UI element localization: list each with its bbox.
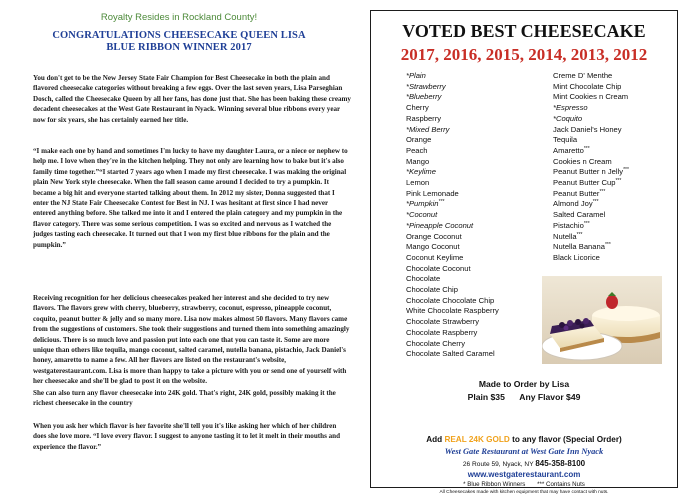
flavor-item (553, 125, 629, 136)
contains-nuts-mark: *** (599, 188, 606, 195)
flavor-item (553, 114, 629, 125)
flavor-item (553, 232, 629, 243)
price-plain: Plain $35 (467, 392, 505, 402)
flavor-name: Amaretto (553, 145, 584, 155)
flavor-name: Tequila (553, 135, 578, 145)
flyer-title: VOTED BEST CHEESECAKE (402, 21, 646, 41)
flavor-name: *Pumpkin (406, 199, 439, 209)
flavor-name: Chocolate Salted Caramel (406, 349, 495, 359)
flavor-item (406, 210, 499, 221)
flavor-name: Almond Joy (553, 199, 593, 209)
flavor-name: Chocolate Strawberry (406, 317, 480, 327)
article-heading-line2: BLUE RIBBON WINNER 2017 (106, 42, 252, 53)
flavor-item (553, 135, 629, 146)
flavor-item (553, 253, 629, 264)
flavor-name: Orange Coconut (406, 231, 462, 241)
legend-blue-ribbon: * Blue Ribbon Winners (463, 481, 526, 488)
restaurant-name: West Gate Restaurant at West Gate Inn Nyack (444, 447, 604, 456)
flavor-name: Raspberry (406, 113, 442, 123)
flavor-item (406, 71, 499, 82)
phone-number: 845-358-8100 (535, 459, 586, 468)
cheesecake-photo (542, 276, 662, 364)
flavor-name: Peanut Butter n Jelly (553, 167, 624, 177)
flavor-name: Chocolate Chip (406, 285, 458, 295)
flavor-item (406, 189, 499, 200)
flavor-list-left (406, 71, 499, 360)
contains-nuts-mark: *** (592, 199, 599, 206)
flavor-item (406, 285, 499, 296)
flavor-name: Nutella Banana (553, 242, 605, 252)
contains-nuts-mark: *** (576, 231, 583, 238)
flavor-item (406, 306, 499, 317)
flavor-item (406, 328, 499, 339)
flavor-item (406, 221, 499, 232)
flavor-item (553, 221, 629, 232)
flavor-name: Cherry (406, 103, 429, 113)
flavor-item (406, 157, 499, 168)
flavor-item (406, 242, 499, 253)
menu-flyer-panel (370, 10, 678, 495)
flavor-name: Black Licorice (553, 252, 600, 262)
flavor-item (406, 264, 499, 275)
flavor-item (553, 103, 629, 114)
flavor-name: Chocolate Coconut (406, 263, 471, 273)
contains-nuts-mark: *** (615, 178, 622, 185)
flavor-item (406, 82, 499, 93)
website-link[interactable]: www.westgaterestaurant.com (467, 470, 581, 479)
flavor-item (406, 349, 499, 360)
tagline: Royalty Resides in Rockland County! (100, 12, 258, 23)
flavor-item (553, 82, 629, 93)
flavor-name: Lemon (406, 178, 430, 188)
flavor-item (553, 92, 629, 103)
flavor-item (406, 178, 499, 189)
flavor-item (553, 210, 629, 221)
award-years: 2017, 2016, 2015, 2014, 2013, 2012 (400, 45, 648, 64)
flavor-item (406, 253, 499, 264)
flavor-name: *Blueberry (406, 92, 442, 102)
flavor-item (406, 317, 499, 328)
flavor-name: Jack Daniel's Honey (553, 124, 622, 134)
flavor-name: Mango Coconut (406, 242, 460, 252)
flavor-name: Mango (406, 156, 430, 166)
contains-nuts-mark: *** (623, 167, 629, 174)
flavor-name: Peach (406, 145, 428, 155)
flavor-item (553, 199, 629, 210)
flavor-item (553, 189, 629, 200)
flavor-item (406, 199, 499, 210)
legend (371, 481, 677, 488)
gold-offer-pre: Add (426, 435, 445, 444)
gold-offer (371, 435, 677, 444)
article-paragraph: You don't get to be the New Jersey State Fair Champion for Best Cheesecake in both the plain and flavored cheesecake categories without breaking a few eggs. Over the last seven years, Lisa Parseghian Dosch, called the Cheesecake Queen by all her fans, has done just that. She has been baking these creamy decadent cheesecakes at the West Gate Restaurant in Nyack. Winning several blue ribbons every year now for six years, she has certainly earned her title. (33, 74, 351, 124)
flavor-name: Peanut Butter Cup (553, 178, 616, 188)
flavor-name: Mint Cookies n Cream (553, 92, 629, 102)
flavor-item (406, 146, 499, 157)
flavor-name: *Keylime (406, 167, 436, 177)
flavor-name: Chocolate (406, 274, 441, 284)
article-paragraph: Receiving recognition for her delicious cheesecakes peaked her interest and she decided to try new flavors. The flavors grew with cherry, blueberry, strawberry, coconut, espresso, pineapple coconut, coquito, peanut butter & jelly and so many more. Lisa now makes almost 50 flavors. Many flavors came from the suggestions of customers. She took their suggestions and turned them into something amazingly delicious. There is so much love and passion put into each one that you can taste it. Some are more unique than others like tequila, mango coconut, salted caramel, nutella banana, pistachio, Jack Daniel's honey, amaretto to name a few. All her flavors are listed on the restaurant's website, westgaterestaurant.com. Lisa is more than happy to take a picture with you or send one of yourself with her cheesecake and she'll be glad to post it on the website. (33, 294, 350, 386)
flavor-name: Creme D' Menthe (553, 71, 613, 80)
flavor-name: Pistachio (553, 220, 584, 230)
flavor-item (553, 71, 629, 82)
flavor-name: *Pineapple Coconut (406, 220, 474, 230)
price-line (371, 392, 677, 402)
flavor-name: Orange (406, 135, 432, 145)
flavor-item (406, 114, 499, 125)
flavor-name: Cookies n Cream (553, 156, 612, 166)
flavor-item (406, 274, 499, 285)
nut-disclaimer: All Cheesecakes made with kitchen equipment that may have contact with nuts. (439, 490, 609, 495)
flavor-name: Peanut Butter (553, 188, 600, 198)
flavor-item (406, 167, 499, 178)
flavor-item (406, 339, 499, 350)
flavor-name: Mint Chocolate Chip (553, 81, 622, 91)
flavor-item (553, 146, 629, 157)
flavor-item (406, 232, 499, 243)
address-line (371, 459, 677, 468)
flavor-list-right (553, 71, 629, 264)
flavor-item (553, 167, 629, 178)
flavor-name: Coconut Keylime (406, 252, 464, 262)
legend-contains-nuts: *** Contains Nuts (537, 481, 585, 488)
flavor-name: *Coquito (553, 113, 583, 123)
contains-nuts-mark: *** (583, 220, 590, 227)
article-heading-line1: CONGRATULATIONS CHEESECAKE QUEEN LISA (52, 30, 306, 41)
flavor-name: Chocolate Chocolate Chip (406, 295, 495, 305)
flavor-item (406, 296, 499, 307)
contains-nuts-mark: *** (604, 242, 611, 249)
flavor-item (406, 103, 499, 114)
flavor-name: Salted Caramel (553, 210, 606, 220)
flavor-name: *Plain (406, 71, 426, 80)
flavor-item (406, 135, 499, 146)
flavor-item (553, 242, 629, 253)
flavor-name: Nutella (553, 231, 577, 241)
flavor-item (406, 92, 499, 103)
flavor-item (406, 125, 499, 136)
flavor-name: *Mixed Berry (406, 124, 450, 134)
flavor-name: Chocolate Raspberry (406, 327, 478, 337)
street-address: 26 Route 59, Nyack, NY (462, 461, 536, 468)
flavor-name: *Strawberry (406, 81, 446, 91)
flavor-item (553, 157, 629, 168)
flavor-name: *Espresso (553, 103, 588, 113)
flavor-name: White Chocolate Raspberry (406, 306, 499, 316)
price-flavor: Any Flavor $49 (519, 392, 581, 402)
gold-highlight: REAL 24K GOLD (444, 435, 510, 444)
contains-nuts-mark: *** (438, 199, 445, 206)
article-paragraph: When you ask her which flavor is her favorite she'll tell you it's like asking her which of her children does she love more. “I love every flavor. I suggest to anyone tasting it to let it melt in their mouths and experience the flavor.” (33, 422, 341, 451)
article-paragraph: “I make each one by hand and sometimes I'm lucky to have my daughter Laura, or a niece or nephew to help me. I love when they're in the kitchen helping. They not only are learning how to bake but it's also family time together.”“I started 7 years ago when I made my first cheesecake. I was making the original plain New York style cheesecake. When the fall season came around I decided to try a pumpkin. It became a big hit and everyone started talking about them. In 2012 my sister, Donna suggested that I enter the NJ State Fair Cheesecake Contest for Best in NJ. I was hesitant at first since I had never entered anything before. She talked me into it and I entered the plain category and my pumpkin in the flavor category. There was some serious competition. I was so excited and nervous as I watched the judges tasting each cheesecake. It turned out that I won my first blue ribbons for the plain and the pumpkin.” (33, 147, 348, 249)
flavor-name: Pink Lemonade (406, 188, 459, 198)
gold-offer-post: to any flavor (Special Order) (509, 435, 622, 444)
contains-nuts-mark: *** (583, 145, 590, 152)
article-paragraph: She can also turn any flavor cheesecake into 24K gold. That's right, 24K gold, possibly making it the richest cheesecake in the country (33, 389, 336, 408)
flavor-name: Chocolate Cherry (406, 338, 466, 348)
flavor-name: *Coconut (406, 210, 438, 220)
order-line: Made to Order by Lisa (478, 379, 570, 389)
flavor-item (553, 178, 629, 189)
